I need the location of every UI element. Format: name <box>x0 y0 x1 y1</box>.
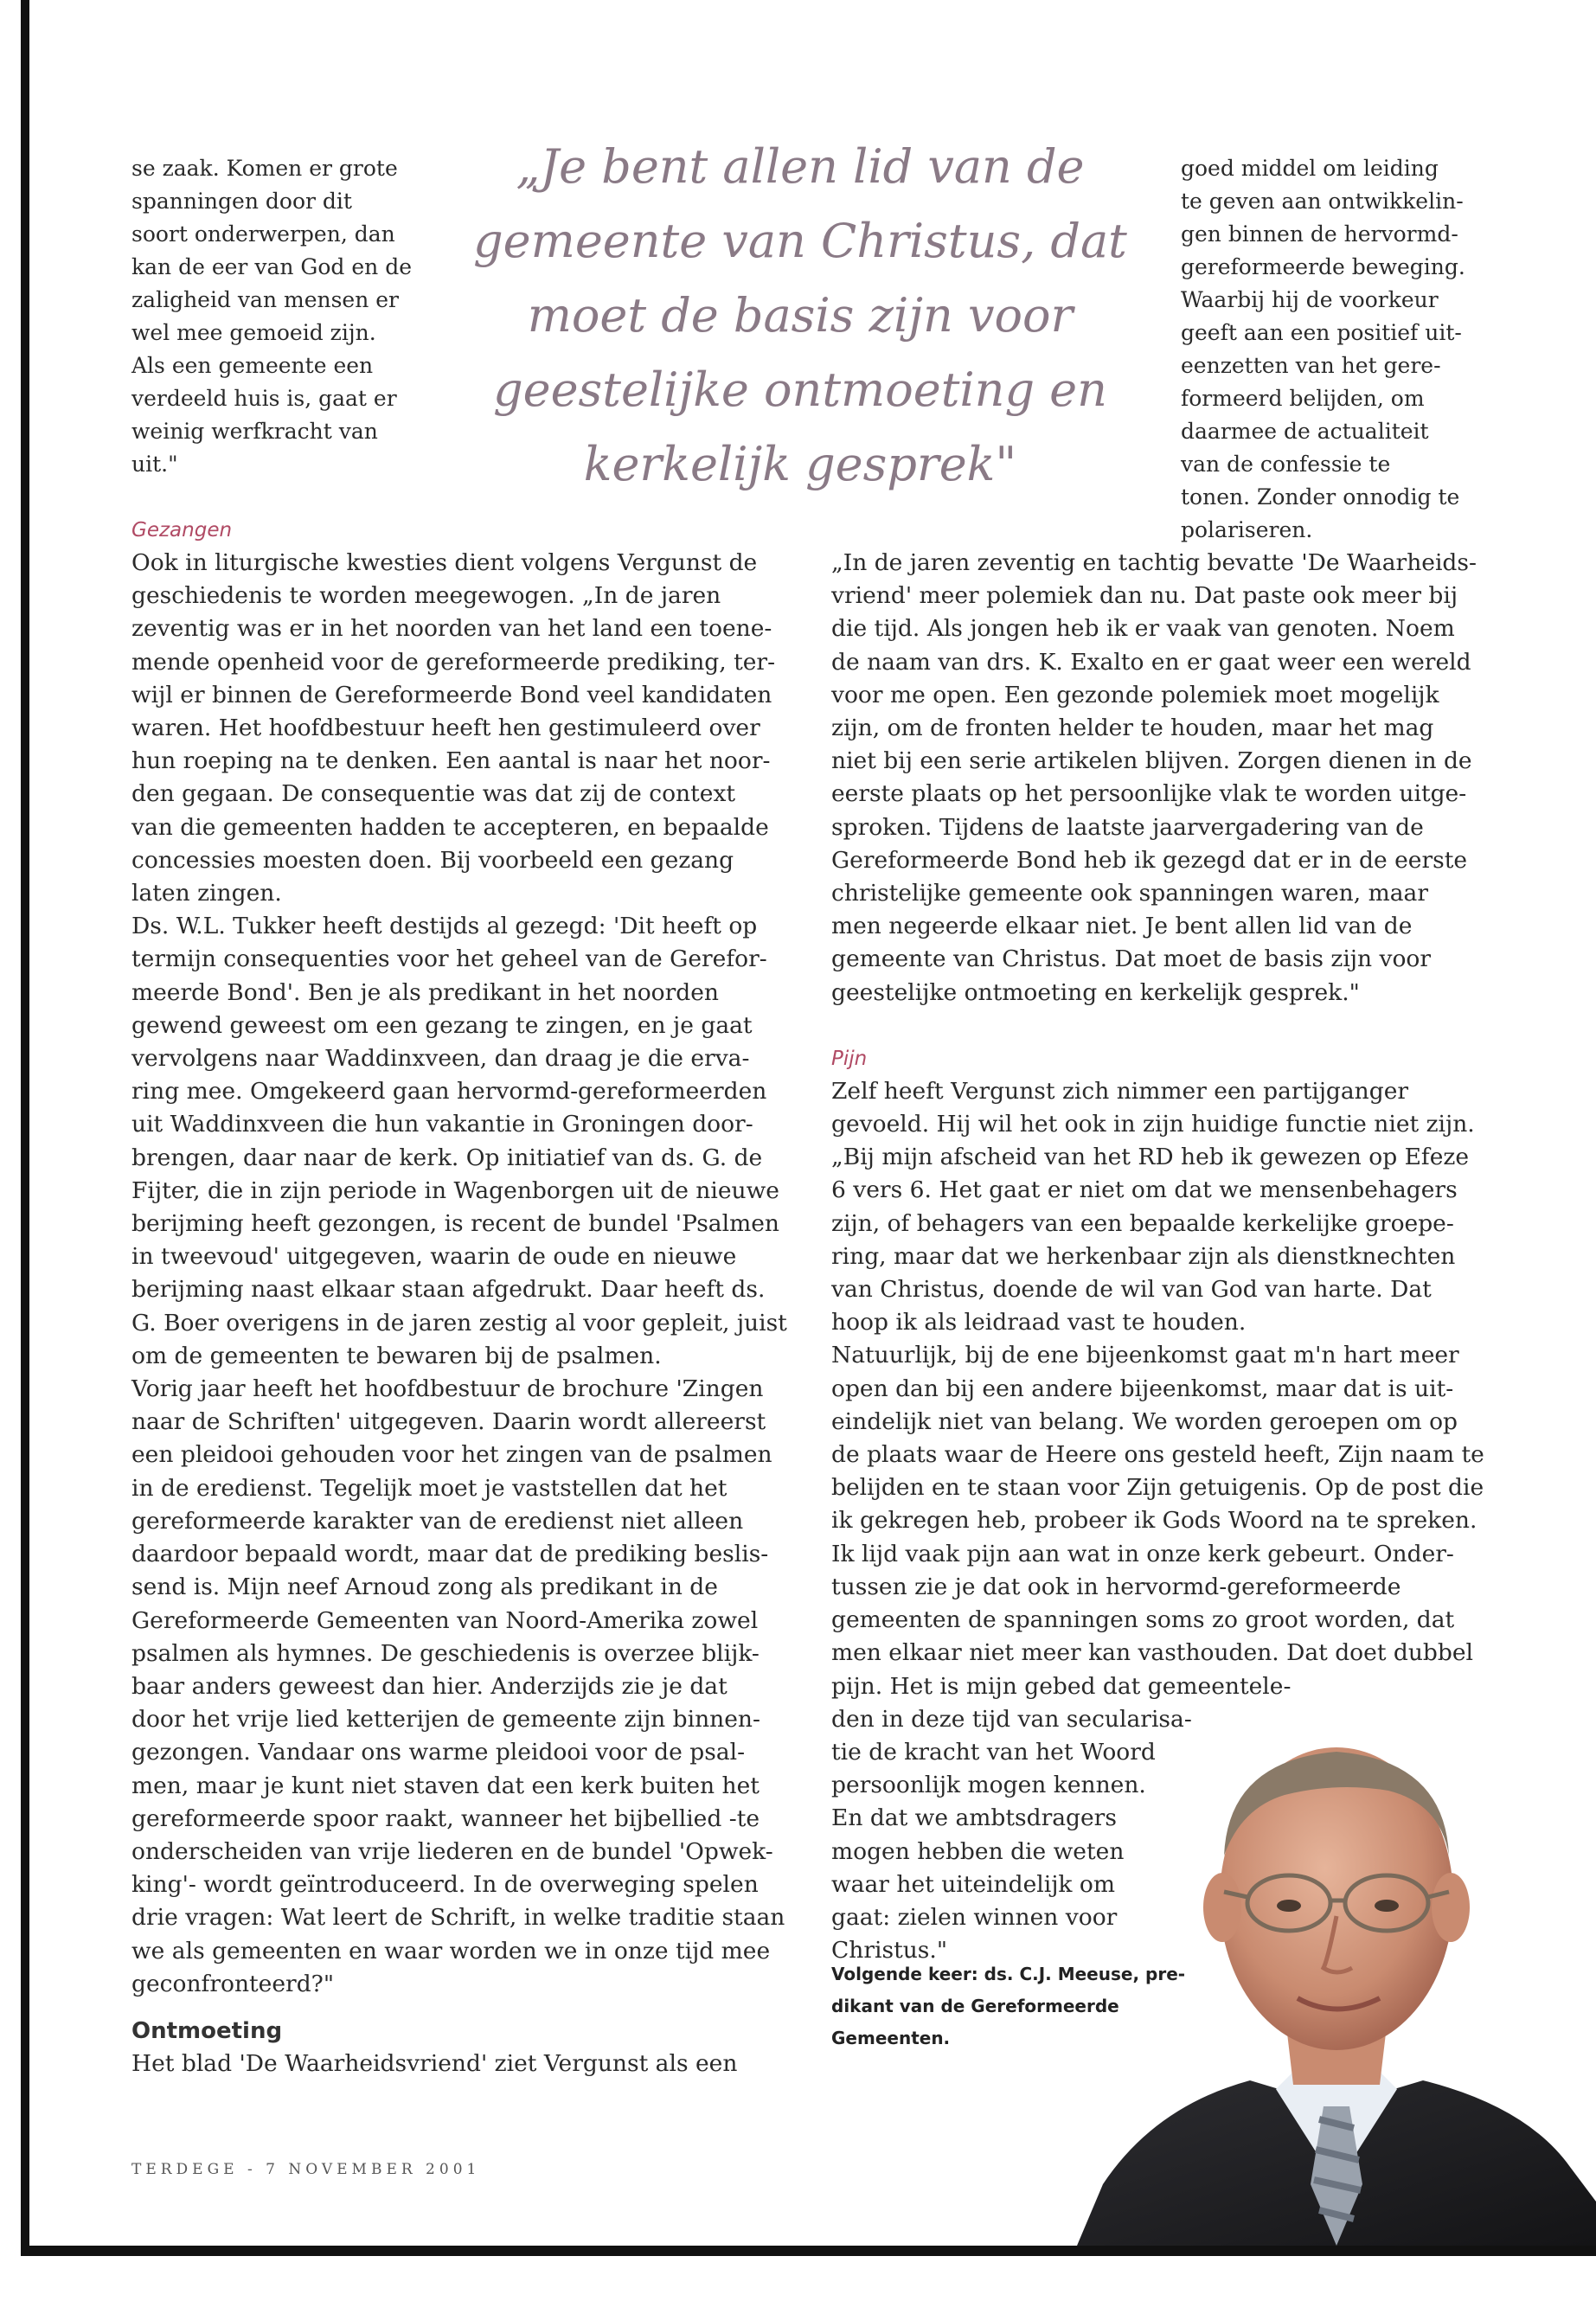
text-line: tussen zie je dat ook in hervormd-gereformeerde <box>831 1573 1401 1600</box>
right-top-column <box>1181 152 1509 547</box>
text-line: termijn consequenties voor het geheel van de Gerefor- <box>131 945 767 973</box>
text-line: drie vragen: Wat leert de Schrift, in welke traditie staan <box>131 1904 785 1932</box>
text-line: door het vrije lied ketterijen de gemeente zijn binnen- <box>131 1706 760 1734</box>
pull-quote-line: gemeente van Christus, dat <box>473 214 1127 268</box>
text-line: gemeenten de spanningen soms zo groot worden, dat <box>831 1606 1455 1634</box>
text-line: Christus." <box>831 1937 948 1965</box>
section-heading-gezangen: Gezangen <box>131 519 233 542</box>
text-line: En dat we ambtsdragers <box>831 1804 1117 1832</box>
text-line: polariseren. <box>1181 517 1313 542</box>
text-line: psalmen als hymnes. De geschiedenis is overzee blijk- <box>131 1639 760 1667</box>
text-line: 6 vers 6. Het gaat er niet om dat we mensenbehagers <box>831 1176 1458 1204</box>
page-frame-bottom <box>21 2246 1596 2256</box>
pull-quote-line: kerkelijk gesprek" <box>583 437 1017 491</box>
text-line: die tijd. Als jongen heb ik er vaak van genoten. Noem <box>831 615 1455 643</box>
text-line: Gemeenten. <box>831 2028 951 2048</box>
section-heading-pijn: Pijn <box>831 1047 868 1070</box>
pull-quote-line: moet de basis zijn voor <box>527 288 1074 343</box>
text-line: christelijke gemeente ook spanningen waren, maar <box>831 880 1428 907</box>
text-line: geeft aan een positief uit- <box>1181 320 1462 345</box>
text-line: naar de Schriften' uitgegeven. Daarin wordt allereerst <box>131 1408 766 1436</box>
text-line: uit." <box>131 452 178 477</box>
text-line: Gereformeerde Bond heb ik gezegd dat er in de eerste <box>831 846 1468 874</box>
text-line: Ook in liturgische kwesties dient volgens Vergunst de <box>131 549 758 576</box>
text-line: hoop ik als leidraad vast te houden. <box>831 1309 1247 1336</box>
text-line: men elkaar niet meer kan vasthouden. Dat doet dubbel <box>831 1639 1474 1667</box>
text-line: ik gekregen heb, probeer ik Gods Woord na te spreken. <box>831 1507 1477 1535</box>
text-line: Zelf heeft Vergunst zich nimmer een partijganger <box>831 1077 1409 1105</box>
text-line: daardoor bepaald wordt, maar dat de prediking beslis- <box>131 1541 769 1568</box>
text-line: eenzetten van het gere- <box>1181 353 1441 378</box>
section-heading-ontmoeting: Ontmoeting <box>131 2017 283 2044</box>
text-line: geestelijke ontmoeting en kerkelijk gesprek." <box>831 978 1360 1006</box>
text-line: gewend geweest om een gezang te zingen, en je gaat <box>131 1011 753 1039</box>
text-line: mende openheid voor de gereformeerde prediking, ter- <box>131 648 776 676</box>
text-line: voor me open. Een gezonde polemiek moet mogelijk <box>831 681 1439 708</box>
text-line: gereformeerde beweging. <box>1181 254 1465 279</box>
text-line: brengen, daar naar de kerk. Op initiatief van ds. G. de <box>131 1144 763 1171</box>
text-line: send is. Mijn neef Arnoud zong als predikant in de <box>131 1574 718 1601</box>
text-line: pijn. Het is mijn gebed dat gemeentele- <box>831 1672 1292 1700</box>
text-line: goed middel om leiding <box>1181 156 1439 181</box>
text-line: ring mee. Omgekeerd gaan hervormd-gereformeerden <box>131 1078 767 1106</box>
text-line: Gereformeerde Gemeenten van Noord-Amerika zowel <box>131 1606 759 1634</box>
left-top-column <box>131 152 443 481</box>
text-line: onderscheiden van vrije liederen en de bundel 'Opwek- <box>131 1837 773 1865</box>
text-line: tonen. Zonder onnodig te <box>1181 484 1460 510</box>
text-line: persoonlijk mogen kennen. <box>831 1772 1146 1799</box>
text-line: zeventig was er in het noorden van het land een toene- <box>131 615 772 643</box>
text-line: zijn, of behagers van een bepaalde kerkelijke groepe- <box>831 1209 1454 1237</box>
text-line: den in deze tijd van secularisa- <box>831 1705 1192 1733</box>
text-line: uit Waddinxveen die hun vakantie in Groningen door- <box>131 1111 753 1138</box>
text-line: in de eredienst. Tegelijk moet je vaststellen dat het <box>131 1474 727 1502</box>
text-line: de plaats waar de Heere ons gesteld heeft, Zijn naam te <box>831 1441 1484 1469</box>
text-line: Fijter, die in zijn periode in Wagenborgen uit de nieuwe <box>131 1176 779 1204</box>
text-line: zijn, om de fronten helder te houden, maar het mag <box>831 715 1434 742</box>
text-line: Het blad 'De Waarheidsvriend' ziet Vergunst als een <box>131 2049 738 2077</box>
text-line: van de confessie te <box>1181 452 1391 477</box>
text-line: Vorig jaar heeft het hoofdbestuur de brochure 'Zingen <box>131 1375 764 1403</box>
page-footer: TERDEGE - 7 NOVEMBER 2001 <box>131 2161 481 2178</box>
text-line: soort onderwerpen, dan <box>131 221 395 247</box>
text-line: vervolgens naar Waddinxveen, dan draag je die erva- <box>131 1045 750 1073</box>
text-line: een pleidooi gehouden voor het zingen van de psalmen <box>131 1441 772 1469</box>
text-line: geconfronteerd?" <box>131 1970 335 1997</box>
text-line: gevoeld. Hij wil het ook in zijn huidige functie niet zijn. <box>831 1111 1475 1138</box>
text-line: niet bij een serie artikelen blijven. Zorgen dienen in de <box>831 747 1472 775</box>
text-line: den gegaan. De consequentie was dat zij de context <box>131 780 736 808</box>
text-line: Ds. W.L. Tukker heeft destijds al gezegd: 'Dit heeft op <box>131 913 758 940</box>
text-line: kan de eer van God en de <box>131 254 413 279</box>
text-line: berijming heeft gezongen, is recent de bundel 'Psalmen <box>131 1210 779 1238</box>
text-line: vriend' meer polemiek dan nu. Dat paste ook meer bij <box>831 582 1458 610</box>
text-line: waren. Het hoofdbestuur heeft hen gestimuleerd over <box>131 715 760 742</box>
pull-quote <box>471 130 1129 502</box>
text-line: Ik lijd vaak pijn aan wat in onze kerk gebeurt. Onder- <box>831 1540 1454 1567</box>
text-line: geschiedenis te worden meegewogen. „In de jaren <box>131 582 721 610</box>
text-line: men, maar je kunt niet staven dat een kerk buiten het <box>131 1772 760 1799</box>
text-line: meerde Bond'. Ben je als predikant in het noorden <box>131 978 719 1006</box>
text-line: verdeeld huis is, gaat er <box>131 386 397 411</box>
text-line: spanningen door dit <box>131 189 352 214</box>
text-line: Natuurlijk, bij de ene bijeenkomst gaat m'n hart meer <box>831 1342 1459 1369</box>
text-line: gereformeerde karakter van de eredienst niet alleen <box>131 1507 744 1535</box>
pull-quote-line: geestelijke ontmoeting en <box>493 362 1107 417</box>
text-line: open dan bij een andere bijeenkomst, maar dat is uit- <box>831 1375 1454 1402</box>
text-line: berijming naast elkaar staan afgedrukt. Daar heeft ds. <box>131 1276 766 1304</box>
text-line: dikant van de Gereformeerde <box>831 1996 1119 2016</box>
text-line: se zaak. Komen er grote <box>131 156 398 181</box>
text-line: gen binnen de hervormd- <box>1181 221 1458 247</box>
text-line: sproken. Tijdens de laatste jaarvergadering van de <box>831 813 1424 841</box>
text-line: gezongen. Vandaar ons warme pleidooi voor de psal- <box>131 1739 746 1766</box>
text-line: we als gemeenten en waar worden we in onze tijd mee <box>131 1937 771 1965</box>
text-line: belijden en te staan voor Zijn getuigenis. Op de post die <box>831 1474 1484 1502</box>
text-line: gaat: zielen winnen voor <box>831 1903 1118 1931</box>
portrait-photo <box>1077 1700 1596 2246</box>
text-line: tie de kracht van het Woord <box>831 1738 1156 1766</box>
text-line: waar het uiteindelijk om <box>831 1870 1115 1898</box>
text-line: gereformeerde spoor raakt, wanneer het bijbellied -te <box>131 1804 760 1832</box>
text-line: eindelijk niet van belang. We worden geroepen om op <box>831 1407 1458 1435</box>
text-line: „Bij mijn afscheid van het RD heb ik gewezen op Efeze <box>831 1144 1470 1171</box>
text-line: concessies moesten doen. Bij voorbeeld een gezang <box>131 846 734 874</box>
text-line: te geven aan ontwikkelin- <box>1181 189 1464 214</box>
text-line: formeerd belijden, om <box>1181 386 1425 411</box>
pull-quote-line: „Je bent allen lid van de <box>516 139 1085 194</box>
text-line: wel mee gemoeid zijn. <box>131 320 376 345</box>
text-line: de naam van drs. K. Exalto en er gaat weer een wereld <box>831 648 1471 676</box>
text-line: Waarbij hij de voorkeur <box>1181 287 1439 312</box>
text-line: van Christus, doende de wil van God van harte. Dat <box>831 1276 1432 1304</box>
text-line: baar anders geweest dan hier. Anderzijds zie je dat <box>131 1672 727 1700</box>
text-line: weinig werfkracht van <box>131 419 378 444</box>
text-line: zaligheid van mensen er <box>131 287 400 312</box>
text-line: hun roeping na te denken. Een aantal is naar het noor- <box>131 747 771 775</box>
text-line: men negeerde elkaar niet. Je bent allen lid van de <box>831 913 1413 940</box>
text-line: laten zingen. <box>131 880 282 907</box>
left-main-column <box>131 514 798 2080</box>
text-line: mogen hebben die weten <box>831 1837 1125 1865</box>
page-frame-left <box>21 0 29 2254</box>
text-line: king'- wordt geïntroduceerd. In de overweging spelen <box>131 1871 759 1899</box>
text-line: in tweevoud' uitgegeven, waarin de oude en nieuwe <box>131 1243 737 1271</box>
text-line: ring, maar dat we herkenbaar zijn als dienstknechten <box>831 1242 1456 1270</box>
portrait-photo-icon <box>1077 1700 1596 2246</box>
text-line: wijl er binnen de Gereformeerde Bond veel kandidaten <box>131 681 772 708</box>
text-line: „In de jaren zeventig en tachtig bevatte 'De Waarheids- <box>831 549 1477 576</box>
text-line: gemeente van Christus. Dat moet de basis zijn voor <box>831 945 1432 973</box>
text-line: Als een gemeente een <box>131 353 374 378</box>
text-line: van die gemeenten hadden te accepteren, en bepaalde <box>131 813 769 841</box>
text-line: om de gemeenten te bewaren bij de psalmen. <box>131 1342 662 1369</box>
text-line: G. Boer overigens in de jaren zestig al voor gepleit, juist <box>131 1309 787 1336</box>
text-line: eerste plaats op het persoonlijke vlak te worden uitge- <box>831 780 1467 808</box>
text-line: daarmee de actualiteit <box>1181 419 1429 444</box>
text-line: Volgende keer: ds. C.J. Meeuse, pre- <box>831 1964 1186 1984</box>
